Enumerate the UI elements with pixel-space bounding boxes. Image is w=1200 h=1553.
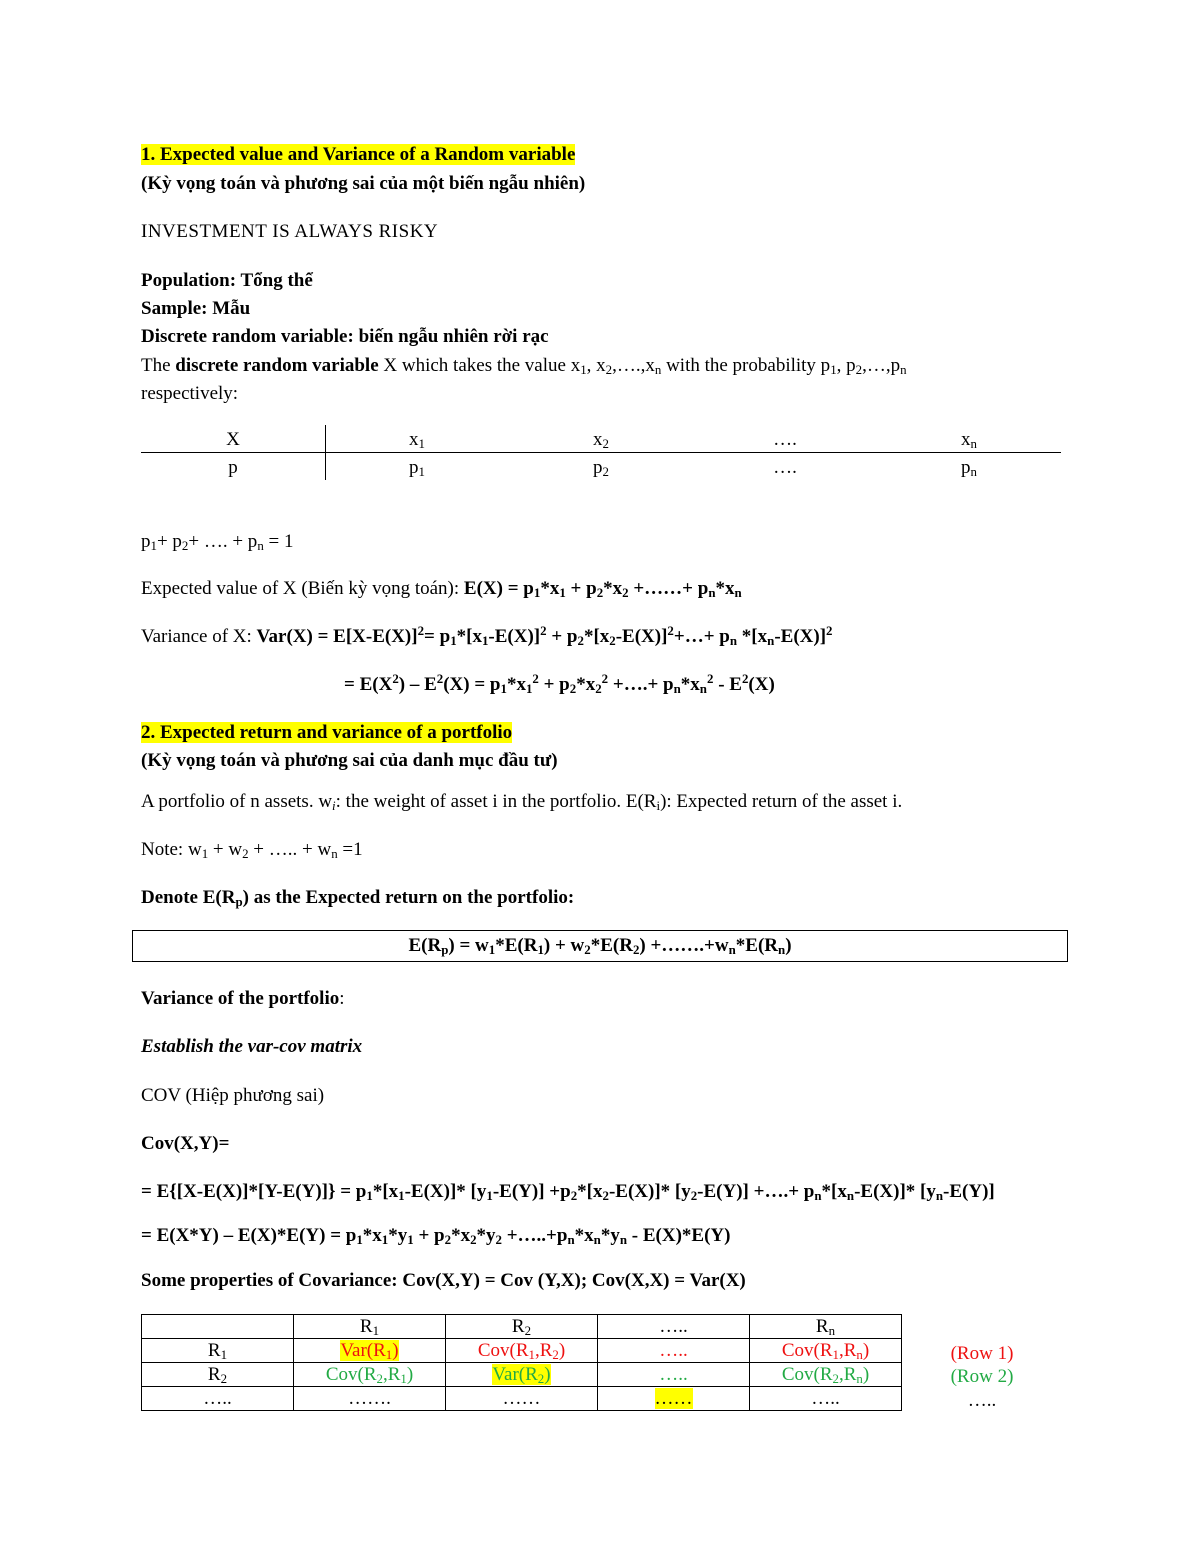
- distribution-table: [141, 425, 1061, 480]
- sample-line: Sample: Mẫu: [141, 298, 251, 319]
- matrix-cell: $R_1$: [294, 1315, 446, 1339]
- establish-matrix: Establish the var-cov matrix: [141, 1036, 363, 1057]
- dist-cell: ….: [773, 457, 797, 478]
- matrix-cell: $Var(R_2)$: [446, 1363, 598, 1387]
- matrix-cell: ……: [446, 1387, 598, 1411]
- cov-properties: Some properties of Covariance: Cov(X,Y) = Cov (Y,X); Cov(X,X) = Var(X): [141, 1270, 746, 1291]
- matrix-cell: $Cov(R_2,R_n)$: [750, 1363, 902, 1387]
- dist-cell: X: [226, 429, 240, 450]
- section2-heading: 2. Expected return and variance of a portfolio: [141, 722, 513, 743]
- matrix-cell: …..: [598, 1315, 750, 1339]
- denote-line: Denote $E(R_p)$ as the Expected return on the portfolio:: [141, 887, 575, 910]
- matrix-cell: …..: [598, 1339, 750, 1363]
- dist-cell: $x_n$: [961, 429, 977, 452]
- matrix-cell: [142, 1315, 294, 1339]
- var-cov-matrix: [141, 1314, 902, 1411]
- matrix-cell: $R_n$: [750, 1315, 902, 1339]
- cov-formula: = $E\{[X-E(X)]*[Y-E(Y)]\} = p_1*[x_1-E(X)]*$ $[y_1-E(Y)] +p_2*[x_2-E(X)]*$ $[y_2-E(Y)]$ +….+ $p_n*[x_n-E(X)]*$ $[y_n-E(Y)]$: [141, 1181, 995, 1204]
- row-label-2: (Row 2): [950, 1366, 1014, 1387]
- cov-label: COV (Hiệp phương sai): [141, 1085, 325, 1106]
- dist-cell: ….: [773, 429, 797, 450]
- cov-def: Cov(X,Y)=: [141, 1133, 230, 1154]
- dist-cell: p: [228, 457, 238, 478]
- matrix-cell: $R_2$: [142, 1363, 294, 1387]
- matrix-cell: …..: [598, 1363, 750, 1387]
- portfolio-return-formula-box: $E(R_p) = w_1*E(R_1) + w_2*E(R_2)$ $+\dots\dots.+w_n*E(R_n)$: [132, 930, 1068, 962]
- dist-cell: $x_2$: [593, 429, 609, 452]
- dist-cell: $p_1$: [409, 457, 425, 480]
- matrix-cell: ……: [598, 1387, 750, 1411]
- dist-cell: $p_n$: [961, 457, 977, 480]
- matrix-cell: $Var(R_1)$: [294, 1339, 446, 1363]
- matrix-cell: $R_1$: [142, 1339, 294, 1363]
- matrix-row: [142, 1339, 902, 1363]
- matrix-cell: $Cov(R_1,R_2)$: [446, 1339, 598, 1363]
- variance-formula-alt: = $E(X^2) - E^2(X) = p_1*x_1^2 + p_2*x_2^2$ +….+ $p_n*x_n^2 - E^2(X)$: [344, 670, 775, 697]
- dist-cell: $p_2$: [593, 457, 609, 480]
- matrix-cell: …….: [294, 1387, 446, 1411]
- cov-formula-alt: = $E(X*Y) - E(X)*E(Y) = p_1*x_1*y_1 + p_2*x_2*y_2$ $+\dots..+p_n*x_n*y_n - E(X)*E(Y)$: [141, 1225, 731, 1248]
- row-label-1: (Row 1): [950, 1343, 1014, 1364]
- portfolio-description: A portfolio of n assets. $w_i$: the weight of asset i in the portfolio. $E(R_i)$: Expected return of the asset i.: [141, 791, 903, 814]
- matrix-cell: …..: [142, 1387, 294, 1411]
- matrix-cell: $R_2$: [446, 1315, 598, 1339]
- matrix-header-row: [142, 1315, 902, 1339]
- weights-note: Note: $w_1 + w_2$ + ….. + $w_n =1$: [141, 839, 363, 862]
- matrix-row: [142, 1387, 902, 1411]
- section1-subheading: (Kỳ vọng toán và phương sai của một biến ngẫu nhiên): [141, 173, 586, 194]
- dist-cell: $x_1$: [409, 429, 425, 452]
- matrix-row: [142, 1363, 902, 1387]
- variance-formula: Variance of X: $Var(X) = E[X-E(X)]^2= p_1*[x_1-E(X)]^2$ + $p_2*[x_2-E(X)]^2+\dots+ p_n$ $*[x_n-E(X)]^2$: [141, 622, 833, 649]
- section2-subheading: (Kỳ vọng toán và phương sai của danh mục đầu tư): [141, 750, 558, 771]
- tagline: INVESTMENT IS ALWAYS RISKY: [141, 221, 439, 242]
- row-label-3: …..: [967, 1390, 997, 1411]
- matrix-cell: …..: [750, 1387, 902, 1411]
- matrix-cell: $Cov(R_1,R_n)$: [750, 1339, 902, 1363]
- section1-heading: 1. Expected value and Variance of a Random variable: [141, 144, 576, 165]
- discrete-description-cont: respectively:: [141, 383, 239, 404]
- probability-sum: $p_1+ p_2+$ …. + $p_n = 1$: [141, 531, 294, 554]
- variance-portfolio-label: Variance of the portfolio:: [141, 988, 345, 1009]
- discrete-description: The discrete random variable X which takes the value $x_1$, $x_2,\dots.,x_n$ with the probability $p_1$, $p_2,\dots,p_n$: [141, 355, 907, 378]
- expected-value-formula: Expected value of X (Biến kỳ vọng toán): $E(X) = p_1*x_1 + p_2*x_2$ +……+ $p_n*x_n$: [141, 578, 742, 601]
- discrete-line: Discrete random variable: biến ngẫu nhiên rời rạc: [141, 326, 549, 347]
- matrix-cell: $Cov(R_2,R_1)$: [294, 1363, 446, 1387]
- population-line: Population: Tổng thể: [141, 270, 313, 291]
